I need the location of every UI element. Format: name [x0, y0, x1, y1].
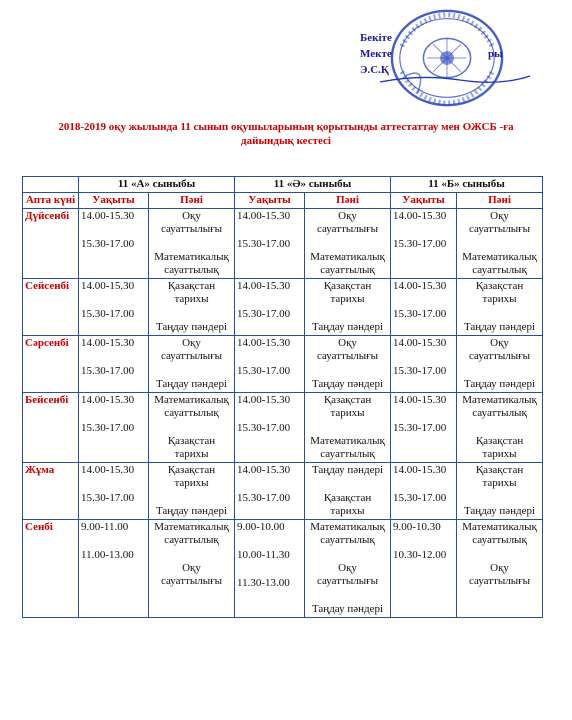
subject-cell: [305, 463, 391, 520]
subject-cell: [457, 336, 543, 393]
time-value: 14.00-15.30: [237, 464, 291, 476]
subject-cell: [305, 336, 391, 393]
subject-value: Математикалық сауаттылық: [310, 521, 385, 546]
time-value: 14.00-15.30: [393, 210, 447, 222]
time-value: 14.00-15.30: [237, 394, 291, 406]
time-column-header: Уақыты: [79, 193, 149, 209]
subject-value: Оқу сауаттылығы: [316, 337, 379, 362]
subject-cell: [149, 520, 235, 618]
approval-line-3: Э.С.Қ: [360, 64, 389, 76]
subject-value: Математикалық сауаттылық: [462, 394, 537, 419]
weekday-cell: Сәрсенбі: [23, 336, 79, 393]
time-value: 14.00-15.30: [81, 337, 135, 349]
subject-cell: [149, 463, 235, 520]
header-empty-cell: [23, 177, 79, 193]
subject-value: Қазақстан тарихы: [475, 435, 524, 460]
time-value: 15.30-17.00: [237, 422, 291, 434]
class-header: 11 «А» сыныбы: [79, 177, 235, 193]
time-value: 11.00-13.00: [81, 549, 134, 561]
time-column-header: Уақыты: [391, 193, 457, 209]
document-title: [0, 120, 572, 148]
time-value: 15.30-17.00: [393, 422, 447, 434]
approval-block: [360, 6, 570, 116]
time-value: 9.00-10.00: [237, 521, 285, 533]
subject-cell: [149, 209, 235, 279]
subject-column-header: Пәні: [457, 193, 543, 209]
subject-value: Таңдау пәндері: [155, 321, 228, 333]
time-column-header: Уақыты: [235, 193, 305, 209]
signature-scribble: [360, 68, 540, 88]
time-cell: [235, 520, 305, 618]
subject-value: Математикалық сауаттылық: [462, 521, 537, 546]
time-cell: [79, 279, 149, 336]
subject-value: Оқу сауаттылығы: [160, 337, 223, 362]
subject-column-header: Пәні: [305, 193, 391, 209]
subject-value: Қазақстан тарихы: [167, 435, 216, 460]
class-header: 11 «Ә» сыныбы: [235, 177, 391, 193]
time-value: 14.00-15.30: [393, 280, 447, 292]
time-value: 10.00-11.30: [237, 549, 290, 561]
subject-value: Қазақстан тарихы: [475, 280, 524, 305]
table-row: [23, 209, 543, 279]
subject-value: Математикалық сауаттылық: [154, 251, 229, 276]
subject-value: Таңдау пәндері: [463, 321, 536, 333]
time-cell: [391, 520, 457, 618]
time-value: 15.30-17.00: [81, 308, 135, 320]
time-value: 9.00-10.30: [393, 521, 441, 533]
time-value: 14.00-15.30: [81, 464, 135, 476]
subject-cell: [149, 336, 235, 393]
subject-value: Оқу сауаттылығы: [316, 210, 379, 235]
subject-value: Қазақстан тарихы: [167, 280, 216, 305]
subject-column-header: Пәні: [149, 193, 235, 209]
subject-cell: [305, 393, 391, 463]
time-value: 15.30-17.00: [237, 308, 291, 320]
title-line-1: 2018-2019 оқу жылында 11 сынып оқушыларының қорытынды аттестаттау мен ОЖСБ -ға: [58, 121, 514, 133]
time-value: 14.00-15.30: [237, 280, 291, 292]
time-value: 15.30-17.00: [81, 238, 135, 250]
subject-value: Оқу сауаттылығы: [160, 562, 223, 587]
subject-value: Оқу сауаттылығы: [316, 562, 379, 587]
subject-cell: [305, 279, 391, 336]
time-value: 14.00-15.30: [393, 464, 447, 476]
subject-value: Таңдау пәндері: [311, 464, 384, 476]
subject-cell: [305, 520, 391, 618]
approval-line-2: Мекте: [360, 48, 392, 60]
column-header-row: [23, 193, 543, 209]
weekday-cell: Сейсенбі: [23, 279, 79, 336]
subject-value: Математикалық сауаттылық: [154, 521, 229, 546]
class-header: 11 «Б» сыныбы: [391, 177, 543, 193]
time-value: 15.30-17.00: [393, 492, 447, 504]
weekday-column-header: Апта күні: [23, 193, 79, 209]
time-cell: [235, 393, 305, 463]
time-cell: [391, 393, 457, 463]
time-cell: [79, 209, 149, 279]
time-value: 14.00-15.30: [393, 394, 447, 406]
time-cell: [235, 209, 305, 279]
subject-value: Таңдау пәндері: [155, 378, 228, 390]
time-value: 15.30-17.00: [393, 238, 447, 250]
subject-value: Қазақстан тарихы: [167, 464, 216, 489]
weekday-cell: Жұма: [23, 463, 79, 520]
class-header-row: [23, 177, 543, 193]
subject-cell: [149, 393, 235, 463]
subject-value: Математикалық сауаттылық: [154, 394, 229, 419]
time-value: 15.30-17.00: [393, 308, 447, 320]
time-cell: [391, 336, 457, 393]
time-cell: [79, 520, 149, 618]
subject-value: Математикалық сауаттылық: [310, 435, 385, 460]
time-cell: [235, 463, 305, 520]
table-row: [23, 393, 543, 463]
time-value: 11.30-13.00: [237, 577, 290, 589]
approval-line-2-tail: ры: [488, 48, 503, 60]
weekday-cell: Бейсенбі: [23, 393, 79, 463]
subject-value: Қазақстан тарихы: [323, 394, 372, 419]
subject-cell: [457, 279, 543, 336]
table-row: [23, 463, 543, 520]
subject-value: Оқу сауаттылығы: [160, 210, 223, 235]
time-value: 9.00-11.00: [81, 521, 129, 533]
weekday-cell: Сенбі: [23, 520, 79, 618]
time-value: 14.00-15.30: [393, 337, 447, 349]
time-value: 15.30-17.00: [237, 365, 291, 377]
subject-value: Оқу сауаттылығы: [468, 210, 531, 235]
subject-value: Таңдау пәндері: [463, 378, 536, 390]
subject-value: Таңдау пәндері: [311, 378, 384, 390]
subject-value: Таңдау пәндері: [155, 505, 228, 517]
subject-cell: [457, 463, 543, 520]
subject-value: Қазақстан тарихы: [323, 492, 372, 517]
subject-value: Оқу сауаттылығы: [468, 562, 531, 587]
subject-cell: [457, 520, 543, 618]
title-line-2: дайындық кестесі: [241, 135, 331, 147]
time-value: 15.30-17.00: [81, 492, 135, 504]
subject-value: Таңдау пәндері: [311, 321, 384, 333]
weekday-cell: Дүйсенбі: [23, 209, 79, 279]
subject-cell: [149, 279, 235, 336]
time-cell: [79, 336, 149, 393]
time-cell: [391, 463, 457, 520]
approval-line-1: Бекіте: [360, 32, 392, 44]
table-row: [23, 520, 543, 618]
subject-value: Қазақстан тарихы: [323, 280, 372, 305]
subject-value: Таңдау пәндері: [311, 603, 384, 615]
subject-cell: [457, 209, 543, 279]
table-row: [23, 336, 543, 393]
time-cell: [235, 336, 305, 393]
time-value: 15.30-17.00: [393, 365, 447, 377]
table-row: [23, 279, 543, 336]
time-cell: [79, 393, 149, 463]
subject-value: Таңдау пәндері: [463, 505, 536, 517]
time-value: 15.30-17.00: [81, 422, 135, 434]
time-value: 10.30-12.00: [393, 549, 447, 561]
time-value: 14.00-15.30: [237, 210, 291, 222]
schedule-table: [22, 176, 543, 618]
time-value: 14.00-15.30: [81, 280, 135, 292]
time-cell: [391, 209, 457, 279]
time-value: 14.00-15.30: [237, 337, 291, 349]
time-value: 15.30-17.00: [81, 365, 135, 377]
subject-value: Қазақстан тарихы: [475, 464, 524, 489]
time-value: 15.30-17.00: [237, 492, 291, 504]
time-value: 14.00-15.30: [81, 394, 135, 406]
subject-value: Математикалық сауаттылық: [310, 251, 385, 276]
time-cell: [79, 463, 149, 520]
subject-cell: [457, 393, 543, 463]
time-value: 15.30-17.00: [237, 238, 291, 250]
subject-value: Математикалық сауаттылық: [462, 251, 537, 276]
time-value: 14.00-15.30: [81, 210, 135, 222]
time-cell: [235, 279, 305, 336]
time-cell: [391, 279, 457, 336]
schedule-body: [23, 209, 543, 618]
subject-value: Оқу сауаттылығы: [468, 337, 531, 362]
subject-cell: [305, 209, 391, 279]
